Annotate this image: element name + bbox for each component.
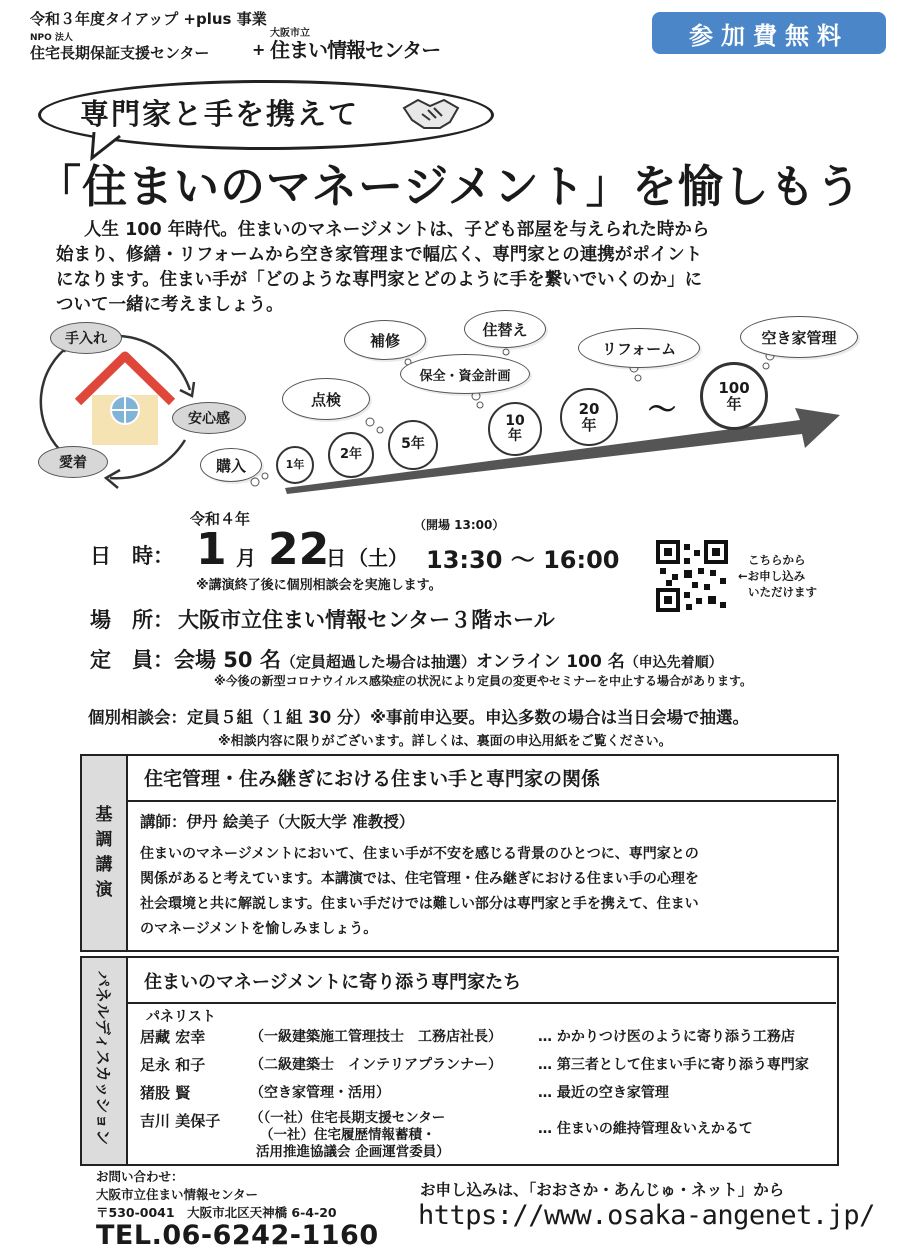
intro-line: 人生 100 年時代。住まいのマネージメントは、子ども部屋を与えられた時から: [84, 220, 710, 240]
year-10-num: 10: [505, 412, 525, 429]
keynote-heading: 住宅管理・住み継ぎにおける住まい手と専門家の関係: [144, 768, 601, 790]
project-line: 令和３年度タイアップ +plus 事業: [30, 10, 267, 28]
contact-address: 〒530-0041 大阪市北区天神橋 6-4-20: [96, 1205, 337, 1220]
qr-caption: [738, 552, 817, 600]
bubble-purchase: 購入: [200, 448, 262, 482]
keynote-body-line: 関係があると考えています。本講演では、住宅管理・住み継ぎにおける住まい手の心理を: [140, 871, 699, 887]
year-100: [700, 362, 768, 430]
side-char: 調: [95, 830, 113, 850]
date-weekday: （土）: [348, 546, 408, 570]
org1-name: 住宅長期保証支援センター: [30, 44, 210, 62]
year-5: 5年: [388, 420, 438, 470]
panelist-role: （空き家管理・活用）: [250, 1085, 390, 1101]
date-note: ※講演終了後に個別相談会を実施します。: [196, 578, 442, 593]
panelist-name: 吉川 美保子: [140, 1112, 221, 1130]
cycle-care: 手入れ: [50, 322, 122, 354]
panelist-role-multiline: [250, 1110, 450, 1161]
keynote-side-label: [82, 756, 128, 950]
panelist-3: [140, 1082, 190, 1103]
qr-code-icon[interactable]: [656, 540, 728, 612]
divider: [128, 800, 836, 802]
year-100-unit: 年: [726, 395, 742, 413]
capacity: [90, 644, 723, 674]
qr-caption-line: ←お申し込み: [738, 569, 806, 583]
panelists-label: パネリスト: [146, 1009, 216, 1025]
capacity-online: オンライン 100 名: [475, 652, 625, 672]
free-badge: 参加費無料: [652, 12, 886, 54]
bubble-maintenance-plan: 保全・資金計画: [400, 354, 530, 394]
timeline-tilde: ～: [648, 393, 677, 426]
event-time: 13:30 ～ 16:00: [426, 546, 620, 574]
panelist-role: （（一社）住宅長期支援センター: [250, 1110, 446, 1126]
cycle-attachment: 愛着: [38, 446, 108, 478]
panelist-role: （二級建築士 インテリアプランナー）: [250, 1057, 502, 1073]
keynote-section: [80, 754, 839, 952]
speech-bubble-text: 専門家と手を携えて: [80, 97, 360, 131]
panel-side-label: [82, 958, 128, 1164]
era-year: 令和４年: [190, 510, 251, 528]
capacity-lottery: （定員超過した場合は抽選）: [280, 653, 476, 671]
main-title: 「住まいのマネージメント」を愉しもう: [36, 160, 862, 213]
panelist-desc: … かかりつけ医のように寄り添う工務店: [538, 1029, 795, 1045]
venue-label: 場 所：: [90, 608, 174, 632]
panelist-name: 居藏 宏幸: [140, 1028, 206, 1046]
panelist-2: [140, 1054, 205, 1075]
panelist-desc: … 最近の空き家管理: [538, 1085, 669, 1101]
panelist-1: [140, 1026, 205, 1047]
keynote-body-line: 社会環境と共に解説します。住まい手だけでは難しい部分は専門家と手を携えて、住まい: [140, 896, 699, 912]
panelist-role: （一級建築施工管理技士 工務店社長）: [250, 1029, 502, 1045]
date-day-unit: 日: [326, 546, 346, 570]
capacity-first-come: （申込先着順）: [624, 655, 723, 671]
bubble-repair: 補修: [344, 320, 426, 360]
date-month: 1: [196, 524, 227, 575]
bubble-inspection: 点検: [282, 378, 370, 420]
bubble-relocation: 住替え: [464, 310, 546, 348]
side-char: 演: [95, 880, 113, 900]
org1-prefix: NPO 法人: [30, 33, 73, 43]
contact-org: 大阪市立住まい情報センター: [96, 1187, 259, 1202]
panel-side-text: パネルディスカッション: [93, 970, 113, 1146]
keynote-body: [140, 842, 699, 942]
year-20-unit: 年: [581, 416, 597, 434]
side-char: 講: [95, 855, 113, 875]
divider: [128, 1002, 836, 1004]
bubble-vacant-house: 空き家管理: [740, 316, 858, 358]
panel-section: [80, 956, 839, 1166]
apply-text: お申し込みは、「おおさか・あんじゅ・ネット」から: [420, 1181, 785, 1199]
year-2: 2年: [328, 432, 374, 478]
panelist-name: 猪股 賢: [140, 1084, 191, 1102]
intro-line: 始まり、修繕・リフォームから空き家管理まで幅広く、専門家との連携がポイント: [56, 245, 703, 265]
keynote-body-line: 住まいのマネージメントにおいて、住まい手が不安を感じる背景のひとつに、専門家との: [140, 846, 699, 862]
qr-caption-line: こちらから: [748, 553, 806, 567]
date-day: 22: [268, 524, 330, 575]
year-1: 1年: [276, 446, 314, 484]
doors-open: （開場 13:00）: [414, 518, 505, 532]
panelist-4: [140, 1110, 220, 1131]
org2-prefix: 大阪市立: [270, 28, 310, 39]
handshake-icon: [400, 94, 462, 132]
consult-note: ※相談内容に限りがございます。詳しくは、裏面の申込用紙をご覧ください。: [218, 734, 672, 749]
capacity-note: ※今後の新型コロナウイルス感染症の状況により定員の変更やセミナーを中止する場合があります。: [214, 674, 752, 688]
venue: 大阪市立住まい情報センター３階ホール: [178, 608, 555, 632]
year-20: [560, 388, 618, 446]
panelist-role-line: 活用推進協議会 企画運営委員）: [256, 1144, 450, 1160]
intro-line: ついて一緒に考えましょう。: [56, 295, 284, 315]
keynote-speaker: 講師：伊丹 絵美子（大阪大学 准教授）: [140, 813, 415, 831]
org2-name: 住まい情報センター: [270, 38, 441, 62]
keynote-body-line: のマネージメントを愉しみましょう。: [140, 921, 378, 937]
panel-heading: 住まいのマネージメントに寄り添う専門家たち: [144, 972, 522, 993]
contact-label: お問い合わせ：: [96, 1169, 184, 1184]
intro-line: になります。住まい手が「どのような専門家とどのように手を繋いでいくのか」に: [56, 270, 703, 290]
panelist-desc: … 第三者として住まい手に寄り添う専門家: [538, 1057, 809, 1073]
capacity-label: 定 員：: [90, 648, 174, 672]
capacity-venue: 会場 50 名: [174, 648, 281, 672]
side-char: 基: [95, 805, 113, 825]
bubble-reform: リフォーム: [578, 328, 700, 368]
cycle-security: 安心感: [172, 402, 246, 434]
year-10: [488, 402, 542, 456]
panelist-role-line: （一社）住宅履歴情報蓄積・: [260, 1127, 436, 1143]
panelist-name: 足永 和子: [140, 1056, 206, 1074]
apply-url-link[interactable]: https://www.osaka-angenet.jp/: [418, 1200, 875, 1231]
year-10-unit: 年: [508, 428, 522, 444]
date-month-unit: 月: [236, 546, 256, 570]
plus-sign: +: [252, 40, 266, 59]
year-100-num: 100: [718, 378, 750, 397]
year-20-num: 20: [578, 399, 600, 418]
consult-line: 個別相談会：定員５組（１組 30 分）※事前申込要。申込多数の場合は当日会場で抽選。: [88, 708, 749, 727]
contact-block: [96, 1168, 337, 1222]
date-label: 日 時：: [90, 544, 174, 568]
contact-tel[interactable]: TEL.06-6242-1160: [96, 1220, 379, 1251]
qr-caption-line: いただけます: [748, 585, 817, 599]
panelist-desc: … 住まいの維持管理＆いえかるて: [538, 1121, 753, 1137]
